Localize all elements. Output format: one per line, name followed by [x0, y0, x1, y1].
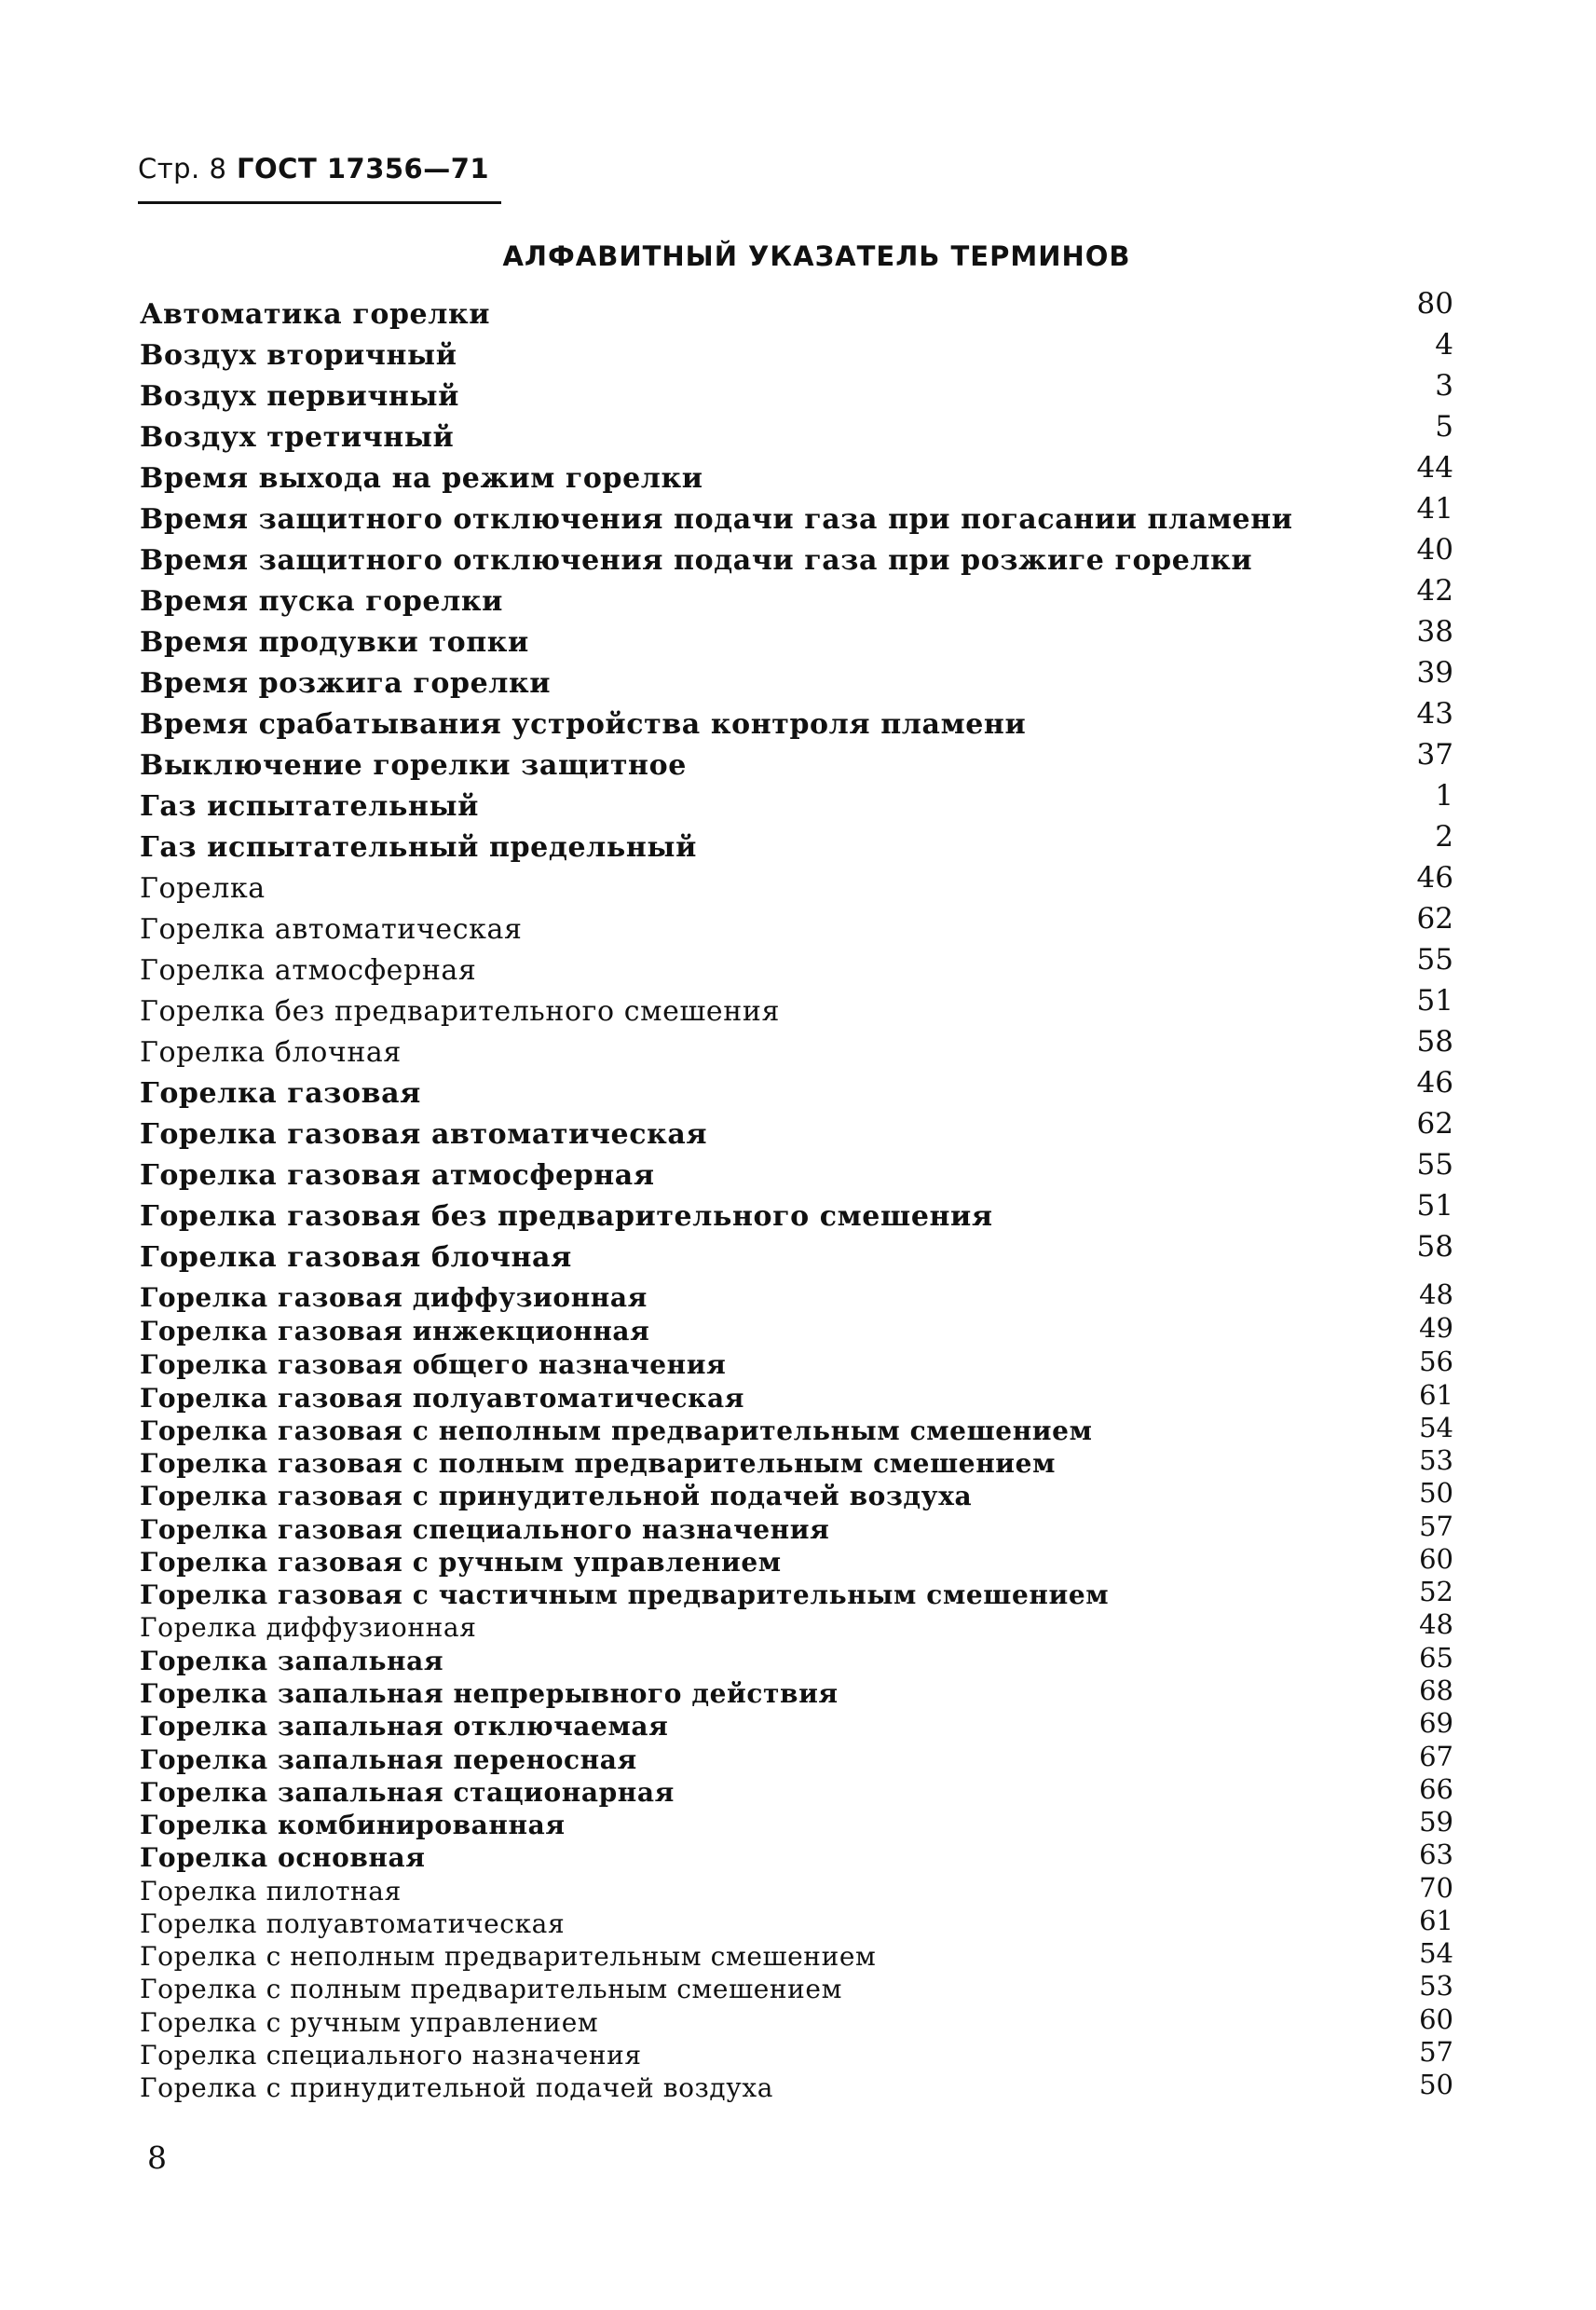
index-term: Горелка запальная — [140, 1646, 444, 1676]
term-number: 60 — [1419, 2003, 1453, 2035]
term-number: 55 — [1416, 943, 1453, 977]
index-term: Горелка диффузионная — [140, 1612, 477, 1643]
index-term: Горелка комбинированная — [140, 1810, 566, 1840]
index-term: Горелка пилотная — [140, 1876, 402, 1907]
index-term: Воздух первичный — [140, 380, 459, 413]
term-number: 80 — [1416, 287, 1453, 321]
index-title: АЛФАВИТНЫЙ УКАЗАТЕЛЬ ТЕРМИНОВ — [502, 240, 1131, 272]
index-term: Горелка газовая инжекционная — [140, 1316, 650, 1346]
index-term: Горелка полуавтоматическая — [140, 1908, 566, 1939]
index-term: Горелка специального назначения — [140, 2040, 642, 2071]
index-term: Горелка блочная — [140, 1036, 402, 1069]
term-number: 42 — [1416, 574, 1453, 608]
index-term: Время розжига горелки — [140, 667, 552, 700]
index-term: Горелка газовая автоматическая — [140, 1118, 708, 1151]
index-term: Горелка — [140, 872, 266, 905]
index-term: Горелка газовая без предварительного смешения — [140, 1200, 993, 1233]
term-number: 55 — [1416, 1148, 1453, 1182]
index-term: Горелка запальная непрерывного действия — [140, 1678, 839, 1709]
term-number: 61 — [1419, 1905, 1453, 1936]
index-term: Горелка газовая общего назначения — [140, 1349, 727, 1380]
index-term: Горелка газовая с полным предварительным смешением — [140, 1448, 1056, 1479]
index-term: Время продувки топки — [140, 626, 529, 659]
standard-designation: ГОСТ 17356—71 — [237, 153, 490, 185]
term-number: 49 — [1419, 1312, 1453, 1344]
index-term: Газ испытательный — [140, 790, 479, 823]
index-term: Горелка с принудительной подачей воздуха — [140, 2072, 774, 2103]
term-number: 58 — [1416, 1025, 1453, 1059]
index-term: Горелка газовая полуавтоматическая — [140, 1383, 744, 1414]
term-number: 61 — [1419, 1379, 1453, 1411]
index-term: Горелка газовая — [140, 1077, 421, 1110]
index-term: Горелка газовая с неполным предварительным смешением — [140, 1415, 1093, 1446]
index-term: Автоматика горелки — [140, 298, 491, 331]
term-number: 54 — [1419, 1412, 1453, 1443]
index-term: Горелка с ручным управлением — [140, 2007, 599, 2038]
term-number: 53 — [1419, 1444, 1453, 1476]
page-label: Стр. 8 — [138, 153, 227, 185]
term-number: 50 — [1419, 1477, 1453, 1509]
term-number: 50 — [1419, 2069, 1453, 2100]
index-term: Горелка основная — [140, 1842, 426, 1873]
term-number: 57 — [1419, 2036, 1453, 2068]
index-term: Горелка газовая атмосферная — [140, 1159, 655, 1192]
term-number: 68 — [1419, 1674, 1453, 1706]
term-number: 2 — [1435, 820, 1453, 854]
term-number: 48 — [1419, 1608, 1453, 1640]
term-number: 44 — [1416, 451, 1453, 485]
term-number: 48 — [1419, 1278, 1453, 1310]
term-number: 67 — [1419, 1741, 1453, 1772]
term-number: 58 — [1416, 1230, 1453, 1264]
index-term: Горелка газовая специального назначения — [140, 1514, 830, 1545]
term-number: 3 — [1435, 369, 1453, 403]
term-number: 37 — [1416, 738, 1453, 772]
index-term: Время выхода на режим горелки — [140, 462, 703, 495]
term-number: 59 — [1419, 1806, 1453, 1838]
page-number: 8 — [147, 2139, 167, 2176]
header-rule — [138, 201, 501, 204]
index-term: Горелка запальная переносная — [140, 1744, 637, 1775]
index-term: Горелка газовая блочная — [140, 1241, 572, 1274]
term-number: 5 — [1435, 410, 1453, 444]
running-header — [138, 153, 489, 185]
term-number: 54 — [1419, 1937, 1453, 1969]
index-term: Горелка без предварительного смешения — [140, 995, 780, 1028]
index-term: Горелка с неполным предварительным смешением — [140, 1941, 877, 1972]
index-term: Время защитного отключения подачи газа при погасании пламени — [140, 503, 1293, 536]
term-number: 51 — [1416, 984, 1453, 1018]
index-term: Время защитного отключения подачи газа при розжиге горелки — [140, 544, 1253, 577]
index-term: Горелка с полным предварительным смешением — [140, 1974, 842, 2004]
index-term: Горелка газовая с частичным предварительным смешением — [140, 1579, 1110, 1610]
term-number: 53 — [1419, 1970, 1453, 2002]
index-term: Воздух вторичный — [140, 339, 457, 372]
term-number: 66 — [1419, 1773, 1453, 1805]
index-term: Газ испытательный предельный — [140, 831, 697, 864]
term-number: 63 — [1419, 1838, 1453, 1870]
term-number: 46 — [1416, 861, 1453, 895]
index-term: Горелка запальная отключаемая — [140, 1711, 669, 1742]
term-number: 1 — [1435, 779, 1453, 813]
index-term: Горелка запальная стационарная — [140, 1777, 675, 1808]
term-number: 40 — [1416, 533, 1453, 567]
term-number: 70 — [1419, 1872, 1453, 1904]
term-number: 60 — [1419, 1543, 1453, 1575]
index-term: Горелка атмосферная — [140, 954, 477, 987]
term-number: 52 — [1419, 1576, 1453, 1607]
term-number: 51 — [1416, 1189, 1453, 1223]
term-number: 56 — [1419, 1346, 1453, 1377]
index-term: Выключение горелки защитное — [140, 749, 687, 782]
term-number: 62 — [1416, 902, 1453, 936]
index-term: Горелка автоматическая — [140, 913, 523, 946]
index-term: Горелка газовая диффузионная — [140, 1282, 648, 1313]
index-term: Время срабатывания устройства контроля пламени — [140, 708, 1027, 741]
term-number: 69 — [1419, 1707, 1453, 1739]
term-number: 57 — [1419, 1510, 1453, 1542]
term-number: 46 — [1416, 1066, 1453, 1100]
index-term: Горелка газовая с ручным управлением — [140, 1547, 782, 1578]
term-number: 62 — [1416, 1107, 1453, 1141]
term-number: 38 — [1416, 615, 1453, 649]
term-number: 4 — [1435, 328, 1453, 362]
term-number: 43 — [1416, 697, 1453, 731]
index-term: Воздух третичный — [140, 421, 455, 454]
term-number: 65 — [1419, 1642, 1453, 1674]
term-number: 41 — [1416, 492, 1453, 526]
index-term: Время пуска горелки — [140, 585, 503, 618]
term-number: 39 — [1416, 656, 1453, 690]
index-term: Горелка газовая с принудительной подачей воздуха — [140, 1481, 973, 1511]
